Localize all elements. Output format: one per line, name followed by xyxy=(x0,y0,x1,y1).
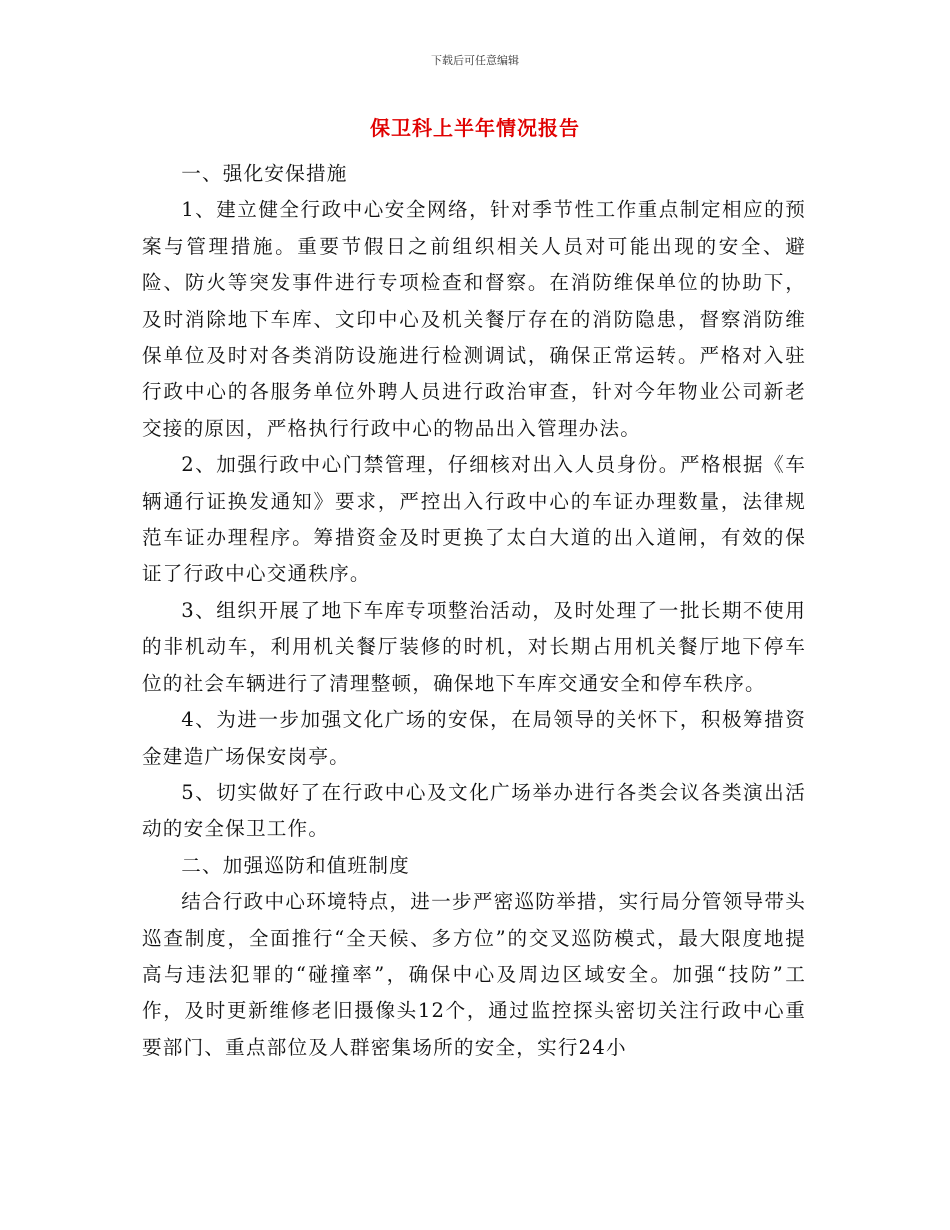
paragraph-2: 2、加强行政中心门禁管理，仔细核对出入人员身份。严格根据《车辆通行证换发通知》要求，严控出入行政中心的车证办理数量，法律规范车证办理程序。筹措资金及时更换了太白大道的出入道闸，有效的保证了行政中心交通秩序。 xyxy=(142,453,806,586)
document-body xyxy=(142,156,806,1066)
section-heading-1: 一、强化安保措施 xyxy=(181,162,348,185)
paragraph-5: 5、切实做好了在行政中心及文化广场举办进行各类会议各类演出活动的安全保卫工作。 xyxy=(142,780,806,841)
paragraph-6: 结合行政中心环境特点，进一步严密巡防举措，实行局分管领导带头巡查制度，全面推行“全天候、多方位”的交叉巡防模式，最大限度地提高与违法犯罪的“碰撞率”，确保中心及周边区域安全。加强“技防”工作，及时更新维修老旧摄像头12个，通过监控探头密切关注行政中心重要部门、重点部位及人群密集场所的安全，实行24小 xyxy=(142,890,806,1059)
paragraph-4: 4、为进一步加强文化广场的安保，在局领导的关怀下，积极筹措资金建造广场保安岗亭。 xyxy=(142,708,806,768)
document-title: 保卫科上半年情况报告 xyxy=(370,116,580,140)
paragraph-3: 3、组织开展了地下车库专项整治活动，及时处理了一批长期不使用的非机动车，利用机关餐厅装修的时机，对长期占用机关餐厅地下停车位的社会车辆进行了清理整顿，确保地下车库交通安全和停车秩序。 xyxy=(142,598,806,695)
paragraph-1: 1、建立健全行政中心安全网络，针对季节性工作重点制定相应的预案与管理措施。重要节假日之前组织相关人员对可能出现的安全、避险、防火等突发事件进行专项检查和督察。在消防维保单位的协助下，及时消除地下车库、文印中心及机关餐厅存在的消防隐患，督察消防维保单位及时对各类消防设施进行检测调试，确保正常运转。严格对入驻行政中心的各服务单位外聘人员进行政治审查，针对今年物业公司新老交接的原因，严格执行行政中心的物品出入管理办法。 xyxy=(142,198,806,440)
section-heading-2: 二、加强巡防和值班制度 xyxy=(181,853,410,877)
header-note: 下载后可任意编辑 xyxy=(431,54,519,67)
